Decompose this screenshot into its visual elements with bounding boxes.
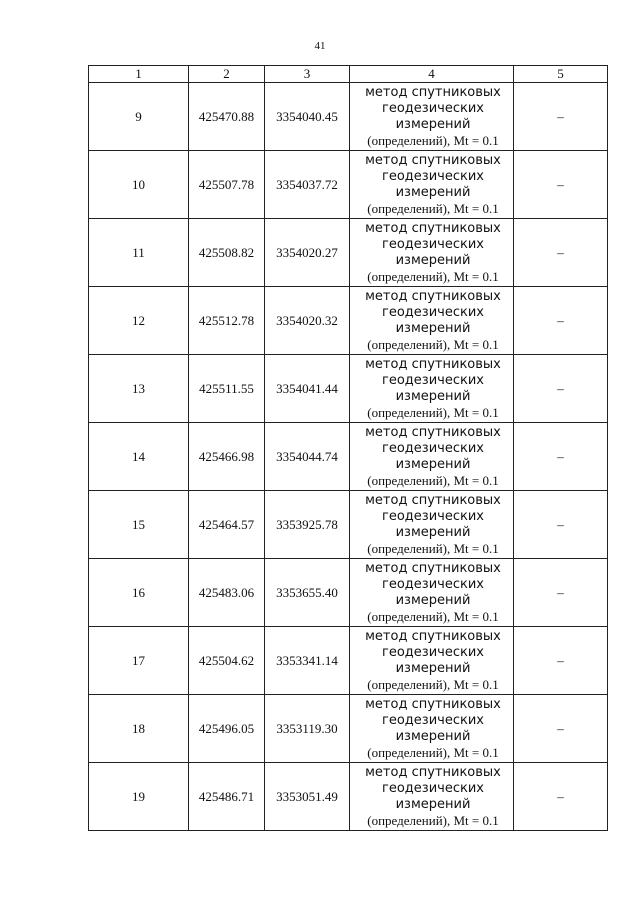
point-number-cell: 12 <box>89 287 189 355</box>
x-coordinate-cell: 425483.06 <box>189 559 265 627</box>
column-5-cell: – <box>514 627 608 695</box>
y-coordinate-cell: 3354037.72 <box>265 151 350 219</box>
method-cell <box>350 83 514 151</box>
y-coordinate-cell: 3353051.49 <box>265 763 350 831</box>
header-col-1: 1 <box>89 66 189 83</box>
x-coordinate-cell: 425496.05 <box>189 695 265 763</box>
y-coordinate-cell: 3354040.45 <box>265 83 350 151</box>
x-coordinate-cell: 425507.78 <box>189 151 265 219</box>
point-number-cell: 9 <box>89 83 189 151</box>
column-5-cell: – <box>514 219 608 287</box>
x-coordinate-cell: 425504.62 <box>189 627 265 695</box>
method-cell <box>350 151 514 219</box>
method-line: (определений), Mt = 0.1 <box>367 268 499 284</box>
method-line: метод спутниковых <box>365 628 501 644</box>
method-cell <box>350 763 514 831</box>
method-line: (определений), Mt = 0.1 <box>367 608 499 624</box>
method-line: измерений <box>395 660 471 676</box>
method-line: метод спутниковых <box>365 424 501 440</box>
method-line: (определений), Mt = 0.1 <box>367 132 499 148</box>
method-line: геодезических <box>382 304 484 320</box>
method-line: метод спутниковых <box>365 84 501 100</box>
method-line: измерений <box>395 796 471 812</box>
method-cell <box>350 423 514 491</box>
method-line: измерений <box>395 116 471 132</box>
table-row <box>89 491 608 559</box>
header-col-2: 2 <box>189 66 265 83</box>
method-line: (определений), Mt = 0.1 <box>367 472 499 488</box>
method-line: измерений <box>395 320 471 336</box>
method-line: геодезических <box>382 644 484 660</box>
y-coordinate-cell: 3354044.74 <box>265 423 350 491</box>
table-row <box>89 219 608 287</box>
x-coordinate-cell: 425508.82 <box>189 219 265 287</box>
method-line: измерений <box>395 592 471 608</box>
point-number-cell: 16 <box>89 559 189 627</box>
x-coordinate-cell: 425464.57 <box>189 491 265 559</box>
method-line: геодезических <box>382 168 484 184</box>
method-cell <box>350 219 514 287</box>
method-line: геодезических <box>382 576 484 592</box>
table-row <box>89 695 608 763</box>
method-line: геодезических <box>382 100 484 116</box>
method-line: геодезических <box>382 780 484 796</box>
header-col-5: 5 <box>514 66 608 83</box>
table-row <box>89 355 608 423</box>
method-line: геодезических <box>382 712 484 728</box>
method-line: (определений), Mt = 0.1 <box>367 336 499 352</box>
point-number-cell: 11 <box>89 219 189 287</box>
column-5-cell: – <box>514 287 608 355</box>
column-5-cell: – <box>514 763 608 831</box>
header-col-4: 4 <box>350 66 514 83</box>
method-cell <box>350 627 514 695</box>
method-line: геодезических <box>382 372 484 388</box>
method-line: (определений), Mt = 0.1 <box>367 812 499 828</box>
method-cell <box>350 491 514 559</box>
method-line: (определений), Mt = 0.1 <box>367 200 499 216</box>
method-line: измерений <box>395 524 471 540</box>
column-5-cell: – <box>514 423 608 491</box>
method-line: (определений), Mt = 0.1 <box>367 404 499 420</box>
method-line: геодезических <box>382 236 484 252</box>
table-body <box>89 83 608 831</box>
point-number-cell: 19 <box>89 763 189 831</box>
method-line: метод спутниковых <box>365 152 501 168</box>
table-row <box>89 559 608 627</box>
y-coordinate-cell: 3353341.14 <box>265 627 350 695</box>
coordinates-table <box>88 65 608 831</box>
method-line: измерений <box>395 456 471 472</box>
method-line: (определений), Mt = 0.1 <box>367 676 499 692</box>
column-5-cell: – <box>514 83 608 151</box>
table-row <box>89 423 608 491</box>
method-cell <box>350 695 514 763</box>
y-coordinate-cell: 3353655.40 <box>265 559 350 627</box>
method-line: метод спутниковых <box>365 356 501 372</box>
point-number-cell: 18 <box>89 695 189 763</box>
header-row <box>89 66 608 83</box>
page-number: 41 <box>314 40 326 52</box>
method-line: метод спутниковых <box>365 764 501 780</box>
table-row <box>89 151 608 219</box>
method-line: метод спутниковых <box>365 288 501 304</box>
y-coordinate-cell: 3354020.27 <box>265 219 350 287</box>
method-line: метод спутниковых <box>365 696 501 712</box>
method-line: измерений <box>395 388 471 404</box>
x-coordinate-cell: 425470.88 <box>189 83 265 151</box>
y-coordinate-cell: 3354020.32 <box>265 287 350 355</box>
method-line: метод спутниковых <box>365 492 501 508</box>
column-5-cell: – <box>514 151 608 219</box>
column-5-cell: – <box>514 695 608 763</box>
x-coordinate-cell: 425486.71 <box>189 763 265 831</box>
table-row <box>89 627 608 695</box>
column-5-cell: – <box>514 559 608 627</box>
point-number-cell: 14 <box>89 423 189 491</box>
method-cell <box>350 559 514 627</box>
method-line: геодезических <box>382 440 484 456</box>
table-row <box>89 763 608 831</box>
method-line: геодезических <box>382 508 484 524</box>
point-number-cell: 15 <box>89 491 189 559</box>
method-line: измерений <box>395 184 471 200</box>
table-row <box>89 83 608 151</box>
method-cell <box>350 355 514 423</box>
point-number-cell: 17 <box>89 627 189 695</box>
column-5-cell: – <box>514 491 608 559</box>
column-5-cell: – <box>514 355 608 423</box>
y-coordinate-cell: 3353925.78 <box>265 491 350 559</box>
y-coordinate-cell: 3354041.44 <box>265 355 350 423</box>
method-line: измерений <box>395 252 471 268</box>
method-line: измерений <box>395 728 471 744</box>
method-line: метод спутниковых <box>365 560 501 576</box>
header-col-3: 3 <box>265 66 350 83</box>
x-coordinate-cell: 425466.98 <box>189 423 265 491</box>
point-number-cell: 13 <box>89 355 189 423</box>
method-line: (определений), Mt = 0.1 <box>367 540 499 556</box>
method-line: метод спутниковых <box>365 220 501 236</box>
table-row <box>89 287 608 355</box>
x-coordinate-cell: 425512.78 <box>189 287 265 355</box>
method-cell <box>350 287 514 355</box>
y-coordinate-cell: 3353119.30 <box>265 695 350 763</box>
point-number-cell: 10 <box>89 151 189 219</box>
method-line: (определений), Mt = 0.1 <box>367 744 499 760</box>
x-coordinate-cell: 425511.55 <box>189 355 265 423</box>
